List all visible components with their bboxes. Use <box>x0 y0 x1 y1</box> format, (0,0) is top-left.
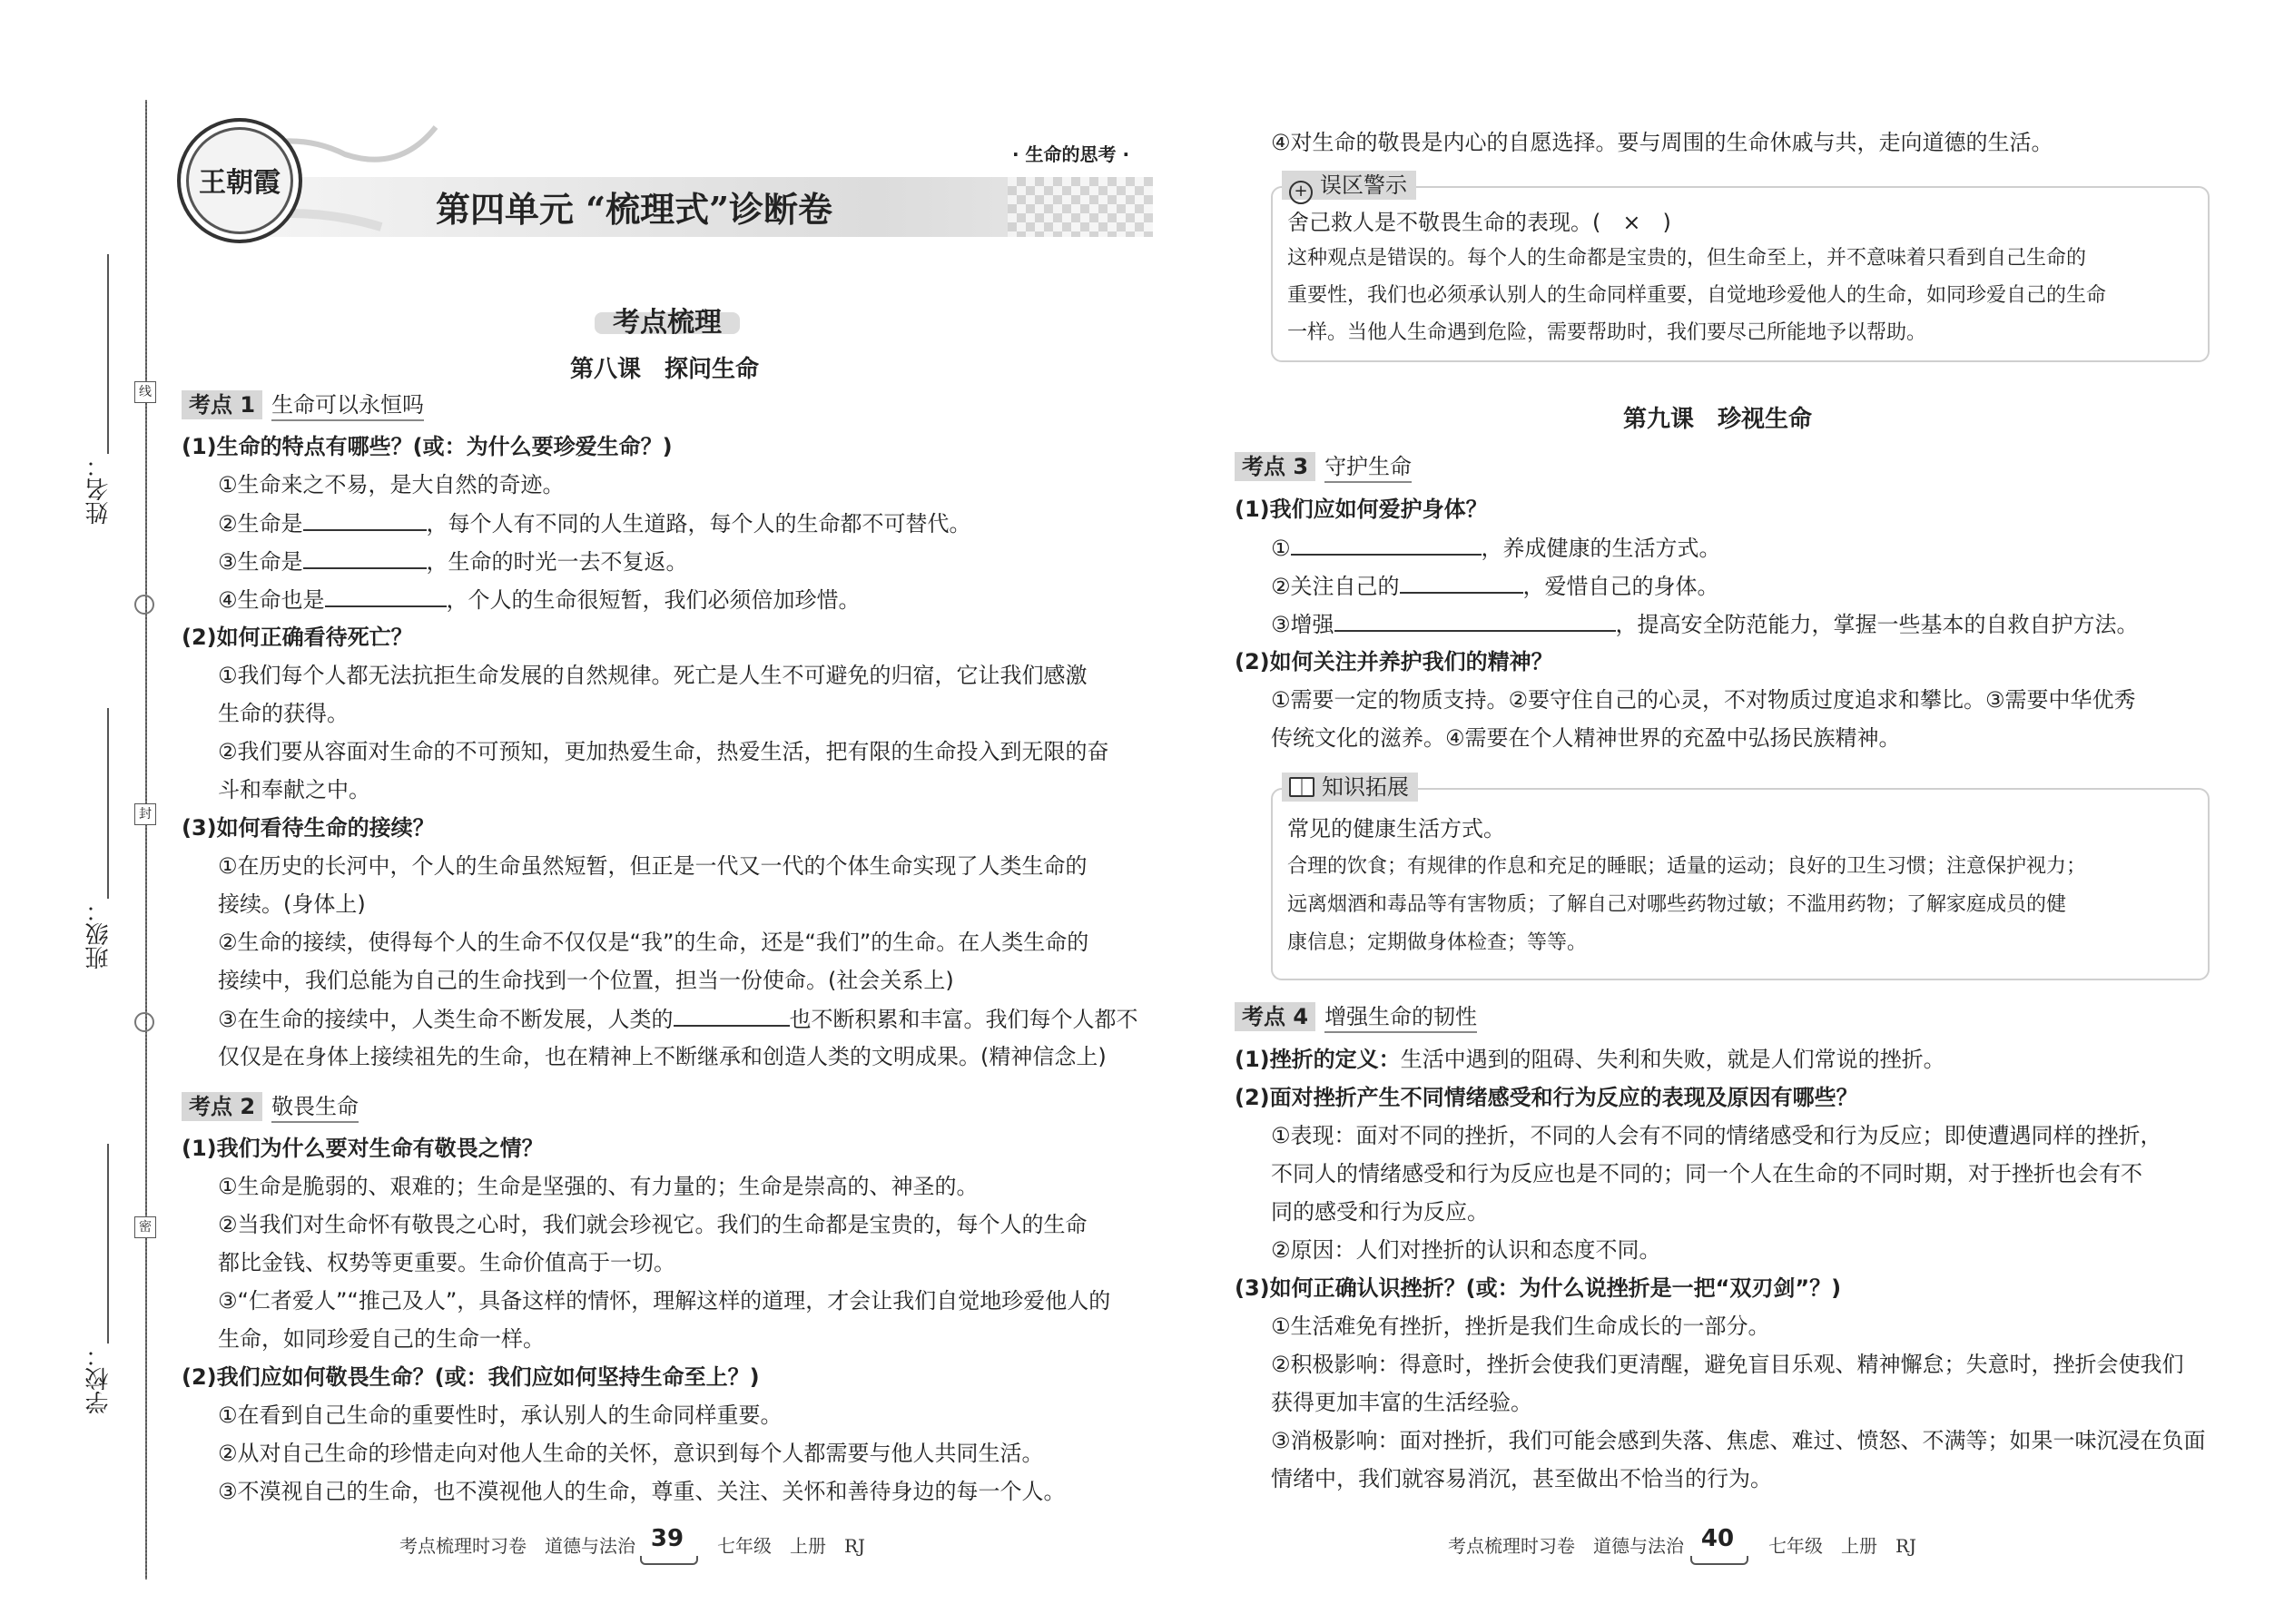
kd1-q2-a2-l1: ②我们要从容面对生命的不可预知，更加热爱生命，热爱生活，把有限的生命投入到无限的奋 <box>218 739 1109 764</box>
name-field-line[interactable] <box>107 254 109 454</box>
kd3-heading <box>1235 452 1412 481</box>
kd4-q3-a2-l2: 获得更加丰富的生活经验。 <box>1271 1390 1532 1415</box>
kd1-q3: (3)如何看待生命的接续？ <box>182 815 435 841</box>
kd2-q1: (1)我们为什么要对生命有敬畏之情？ <box>182 1136 544 1161</box>
mistake-l4: 一样。当他人生命遇到危险，需要帮助时，我们要尽己所能地予以帮助。 <box>1287 321 1927 344</box>
kd1-q1-a1: ①生命来之不易，是大自然的奇迹。 <box>218 472 565 497</box>
mark-seal: 封 <box>134 803 156 825</box>
blank-input[interactable] <box>1291 534 1482 556</box>
mistake-l2: 这种观点是错误的。每个人的生命都是宝贵的，但生命至上，并不意味着只看到自己生命的 <box>1287 247 2087 270</box>
kd3-q2: (2)如何关注并养护我们的精神？ <box>1235 649 1553 674</box>
kd1-q2-a1-l2: 生命的获得。 <box>218 701 349 726</box>
kd4-q2-a1-l2: 不同人的情绪感受和行为反应也是不同的；同一个人在生命的不同时期，对于挫折也会有不 <box>1271 1161 2142 1186</box>
kd2-q2-a4: ④对生命的敬畏是内心的自愿选择。要与周围的生命休戚与共，走向道德的生活。 <box>1271 130 2053 155</box>
page-number-right: 40 <box>1700 1525 1735 1552</box>
kd1-title: 生命可以永恒吗 <box>271 392 424 421</box>
page-number-left: 39 <box>650 1525 684 1552</box>
kd4-q3-a3-l2: 情绪中，我们就容易消沉，甚至做出不恰当的行为。 <box>1271 1466 1772 1491</box>
brand-logo-text: 王朝霞 <box>199 167 281 199</box>
mistake-box-title: + 误区警示 <box>1282 171 1416 200</box>
kd2-q1-a2-l2: 都比金钱、权势等更重要。生命价值高于一切。 <box>218 1250 675 1275</box>
binding-hole-icon <box>134 1012 154 1032</box>
kd2-q2-a3: ③不漠视自己的生命，也不漠视他人的生命，尊重、关注、关怀和善待身边的每一个人。 <box>218 1479 1066 1504</box>
kd1-q2-a1-l1: ①我们每个人都无法抗拒生命发展的自然规律。死亡是人生不可避免的归宿，它让我们感激 <box>218 663 1088 688</box>
page-number-bracket <box>1690 1556 1748 1565</box>
kd4-title: 增强生命的韧性 <box>1324 1004 1477 1033</box>
kd3-q1-a2: ②关注自己的 ，爱惜自己的身体。 <box>1271 574 1719 599</box>
warning-icon: + <box>1289 181 1313 204</box>
class-field-line[interactable] <box>107 708 109 899</box>
ext-l1: 常见的健康生活方式。 <box>1287 816 1505 842</box>
kd3-q1: (1)我们应如何爱护身体？ <box>1235 497 1488 522</box>
kd4-q2-a1-l1: ①表现：面对不同的挫折，不同的人会有不同的情绪感受和行为反应；即使遭遇同样的挫折， <box>1271 1123 2162 1148</box>
footer-right-text2: 七年级 上册 RJ <box>1768 1535 1917 1557</box>
blank-input[interactable] <box>325 586 447 607</box>
school-label: 学校： <box>85 1343 113 1414</box>
school-field-line[interactable] <box>107 1144 109 1343</box>
page-number-bracket <box>640 1556 698 1565</box>
kd1-tag: 考点 1 <box>182 390 262 419</box>
blank-input[interactable] <box>1334 610 1616 632</box>
kd4-q2: (2)面对挫折产生不同情绪感受和行为反应的表现及原因有哪些？ <box>1235 1085 1858 1110</box>
kd4-tag: 考点 4 <box>1235 1002 1315 1031</box>
kd2-q1-a1: ①生命是脆弱的、艰难的；生命是坚强的、有力量的；生命是崇高的、神圣的。 <box>218 1174 979 1199</box>
kd3-q2-a1-l1: ①需要一定的物质支持。②要守住自己的心灵，不对物质过度追求和攀比。③需要中华优秀 <box>1271 687 2136 713</box>
blank-input[interactable] <box>674 1005 790 1027</box>
subject-tag: · 生命的思考 · <box>1012 143 1130 165</box>
kd1-q1: (1)生命的特点有哪些？(或：为什么要珍爱生命？) <box>182 434 673 459</box>
kd4-heading <box>1235 1002 1477 1031</box>
kd3-q2-a1-l2: 传统文化的滋养。④需要在个人精神世界的充盈中弘扬民族精神。 <box>1271 725 1901 751</box>
mistake-l3: 重要性，我们也必须承认别人的生命同样重要，自觉地珍爱他人的生命，如同珍爱自己的生命 <box>1287 284 2107 307</box>
kd2-tag: 考点 2 <box>182 1092 262 1121</box>
name-label: 姓名： <box>85 454 113 525</box>
book-icon <box>1289 777 1314 797</box>
kd2-q1-a3-l1: ③“仁者爱人”“推己及人”，具备这样的情怀，理解这样的道理，才会让我们自觉地珍爱他人的 <box>218 1288 1111 1314</box>
kd1-heading <box>182 390 424 419</box>
kd1-q3-a3-l2: 仅仅是在身体上接续祖先的生命，也在精神上不断继承和创造人类的文明成果。(精神信念上) <box>218 1044 1107 1069</box>
brand-logo <box>177 118 302 243</box>
blank-input[interactable] <box>303 547 427 569</box>
blank-input[interactable] <box>1400 572 1523 594</box>
kd2-q2: (2)我们应如何敬畏生命？(或：我们应如何坚持生命至上？) <box>182 1364 760 1390</box>
kd1-q3-a3-l1: ③在生命的接续中，人类生命不断发展，人类的 也不断积累和丰富。我们每个人都不 <box>218 1007 1138 1032</box>
kd1-q1-a2: ②生命是 ，每个人有不同的人生道路，每个人的生命都不可替代。 <box>218 511 971 536</box>
kd2-q1-a2-l1: ②当我们对生命怀有敬畏之心时，我们就会珍视它。我们的生命都是宝贵的，每个人的生命 <box>218 1212 1088 1237</box>
blank-input[interactable] <box>303 509 427 531</box>
kd3-title: 守护生命 <box>1324 454 1412 483</box>
kd1-q3-a2-l2: 接续中，我们总能为自己的生命找到一个位置，担当一份使命。(社会关系上) <box>218 968 954 993</box>
ext-l4: 康信息；定期做身体检查；等等。 <box>1287 931 1588 954</box>
lesson9-title: 第九课 珍视生命 <box>1623 406 1813 433</box>
footer-left-text2: 七年级 上册 RJ <box>717 1535 866 1557</box>
binding-dotted-line <box>145 100 147 1580</box>
kd3-q1-a3: ③增强 ，提高安全防范能力，掌握一些基本的自救自护方法。 <box>1271 612 2139 637</box>
footer-right-text1: 考点梳理时习卷 道德与法治 <box>1448 1535 1684 1557</box>
kd1-q3-a1-l1: ①在历史的长河中，个人的生命虽然短暂，但正是一代又一代的个体生命实现了人类生命的 <box>218 853 1088 879</box>
lesson8-title: 第八课 探问生命 <box>570 356 760 383</box>
kd4-q3-a2-l1: ②积极影响：得意时，挫折会使我们更清醒，避免盲目乐观、精神懈怠；失意时，挫折会使我们 <box>1271 1352 2184 1377</box>
mistake-l1: 舍己救人是不敬畏生命的表现。( × ) <box>1287 210 1671 235</box>
kd4-q2-a1-l3: 同的感受和行为反应。 <box>1271 1199 1489 1225</box>
extension-box-title: 知识拓展 <box>1282 773 1418 802</box>
section-title <box>595 300 740 339</box>
kd2-q2-a2: ②从对自己生命的珍惜走向对他人生命的关怀，意识到每个人都需要与他人共同生活。 <box>218 1441 1044 1466</box>
footer-left-text1: 考点梳理时习卷 道德与法治 <box>399 1535 635 1557</box>
kd4-q3-a3-l1: ③消极影响：面对挫折，我们可能会感到失落、焦虑、难过、愤怒、不满等；如果一味沉浸在负面 <box>1271 1428 2206 1453</box>
kd4-q2-a2: ②原因：人们对挫折的认识和态度不同。 <box>1271 1237 1661 1263</box>
class-label: 班级： <box>85 899 113 969</box>
kd2-q1-a3-l2: 生命，如同珍爱自己的生命一样。 <box>218 1326 545 1352</box>
kd2-q2-a1: ①在看到自己生命的重要性时，承认别人的生命同样重要。 <box>218 1403 783 1428</box>
kd1-q3-a2-l1: ②生命的接续，使得每个人的生命不仅仅是“我”的生命，还是“我们”的生命。在人类生命的 <box>218 930 1089 955</box>
ext-l2: 合理的饮食；有规律的作息和充足的睡眠；适量的运动；良好的卫生习惯；注意保护视力； <box>1287 855 2087 878</box>
kd1-q1-a4: ④生命也是 ，个人的生命很短暂，我们必须倍加珍惜。 <box>218 587 861 613</box>
page-title: 第四单元 “梳理式”诊断卷 <box>436 189 832 230</box>
kd1-q3-a1-l2: 接续。(身体上) <box>218 891 366 917</box>
checker-pattern <box>1008 177 1153 237</box>
binding-hole-icon <box>134 595 154 615</box>
kd2-heading <box>182 1092 359 1121</box>
kd3-tag: 考点 3 <box>1235 452 1315 481</box>
kd1-q1-a3: ③生命是 ，生命的时光一去不复返。 <box>218 549 688 575</box>
kd2-title: 敬畏生命 <box>271 1094 359 1123</box>
section-title-text: 考点梳理 <box>613 307 722 339</box>
kd4-q3: (3)如何正确认识挫折？(或：为什么说挫折是一把“双刃剑”？) <box>1235 1275 1842 1301</box>
ext-l3: 远离烟酒和毒品等有害物质；了解自己对哪些药物过敏；不滥用药物；了解家庭成员的健 <box>1287 893 2067 916</box>
kd4-q3-a1: ①生活难免有挫折，挫折是我们生命成长的一部分。 <box>1271 1314 1770 1339</box>
kd3-q1-a1: ① ，养成健康的生活方式。 <box>1271 536 1721 561</box>
kd1-q2-a2-l2: 斗和奉献之中。 <box>218 777 370 802</box>
mark-tight: 密 <box>134 1216 156 1238</box>
kd4-q1: (1)挫折的定义：生活中遇到的阻碍、失利和失败，就是人们常说的挫折。 <box>1235 1047 1945 1072</box>
kd1-q2: (2)如何正确看待死亡？ <box>182 625 413 650</box>
mark-line: 线 <box>134 381 156 403</box>
